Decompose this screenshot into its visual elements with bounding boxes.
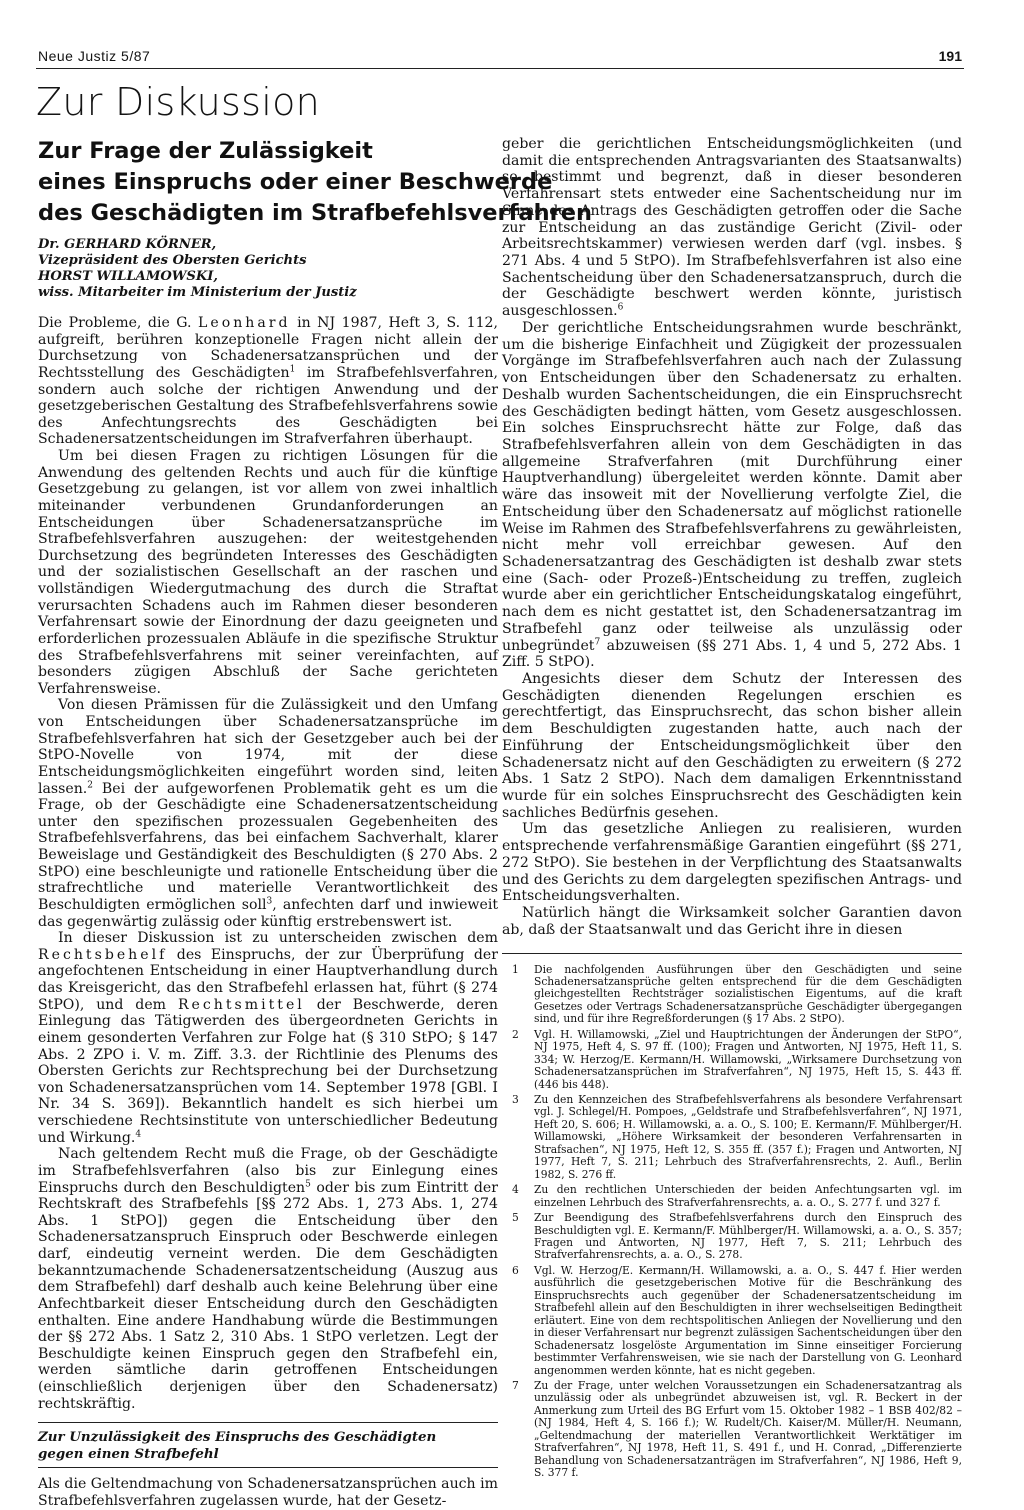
left-column	[38, 136, 592, 1510]
footnote	[502, 1184, 962, 1209]
author-role: Vizepräsident des Obersten Gerichts	[38, 253, 307, 268]
article-title-line: Zur Frage der Zulässigkeit	[38, 138, 373, 164]
footnote-number: 5	[512, 1211, 519, 1225]
footnote-number: 1	[512, 962, 519, 976]
footnote	[502, 1212, 962, 1262]
body-paragraph: Um das gesetzliche Anliegen zu realisieren, wurden entsprechende verfahrensmäßige Garantien eingeführt (§§ 271, 272 StPO). Sie bestehen in der Verpflichtung des Staatsanwalts und des Gerichts zu dem dargelegten spezifischen Antrags- und Entscheidungsverhalten.	[502, 821, 962, 905]
footnote	[502, 1094, 962, 1181]
body-paragraph: Die Probleme, die G. Leonhard in NJ 1987, Heft 3, S. 112, aufgreift, berühren konzeptionelle Fragen nicht allein der Durchsetzung von Schadenersatzansprüchen und der Rechtsstellung des Geschädigten$^1$ im Strafbefehlsverfahren, sondern auch solche der richtigen Anwendung und der gesetzgeberischen Gestaltung des Strafbefehlsverfahrens sowie des Anfechtungsrechts des Geschädigten bei Schadenersatzentscheidungen im Strafverfahren überhaupt.	[38, 315, 498, 448]
body-paragraph: geber die gerichtlichen Entscheidungsmöglichkeiten (und damit die entsprechenden Antragsvarianten des Staatsanwalts) so bestimmt und begrenzt, daß in dieser besonderen Verfahrensart stets entweder eine Sachentscheidung nur im Sinne des Antrags des Geschädigten getroffen oder die Sache zur Entscheidung an das zuständige Gericht (Zivil- oder Arbeitsrechtskammer) verwiesen werden darf (vgl. insbes. § 271 Abs. 4 und 5 StPO). Im Strafbefehlsverfahren ist also eine Sachentscheidung über den Schadenersatzanspruch, durch die der Geschädigte beschwert werden könnte, juristisch ausgeschlossen.$^6$	[502, 136, 962, 320]
article-title	[38, 136, 592, 229]
author-name: Dr. GERHARD KÖRNER,	[38, 237, 217, 252]
author-block	[38, 237, 498, 301]
footnote	[502, 1265, 962, 1377]
spaced-name: Leonhard	[198, 315, 291, 331]
footnote-number: 6	[512, 1263, 519, 1277]
article-title-line: des Geschädigten im Strafbefehlsverfahren	[38, 200, 592, 226]
section-title: Zur Diskussion	[36, 80, 321, 124]
footnote-text: Die nachfolgenden Ausführungen über den Geschädigten und seine Schadenersatzansprüche gelten entsprechend für die dem Geschädigten gleichgestellten Rechtsträger sozialistischen Eigentums, auf die kraft Gesetzes oder Vertrags Schadenersatzansprüche Geschädigter übergegangen sind, und für ihre Regreßforderungen (§ 17 Abs. 2 StPO).	[534, 962, 962, 1026]
footnote-text: Vgl. H. Willamowski, „Ziel und Hauptrichtungen der Änderungen der StPO“, NJ 1975, Heft 4, S. 97 ff. (100); Fragen und Antworten, NJ 1975, Heft 11, S. 334; W. Herzog/E. Kermann/H. Willamowski, „Wirksamere Durchsetzung von Schadenersatzansprüchen im Strafverfahren“, NJ 1975, Heft 15, S. 443 ff. (446 bis 448).	[534, 1027, 962, 1091]
article-title-line: eines Einspruchs oder einer Beschwerde	[38, 169, 553, 195]
footnote	[502, 964, 962, 1026]
subheading-line: gegen einen Strafbefehl	[38, 1446, 219, 1463]
footnote-rule	[502, 953, 962, 954]
author-role: wiss. Mitarbeiter im Ministerium der Justiz	[38, 285, 357, 300]
footnote-text: Vgl. W. Herzog/E. Kermann/H. Willamowski, a. a. O., S. 447 f. Hier werden ausführlich die gesetzgeberischen Motive für die Beschränkung des Einspruchsrechts auch gegenüber der Schadenersatzentscheidung im Strafbefehl allein auf den Beschuldigten in ihrer wechselseitigen Bedingtheit erläutert. Eine von dem rechtspolitischen Anliegen der Novellierung und den in dieser Verfahrensart nur begrenzt zulässigen Sachentscheidungen über den Schadenersatz losgelöste Argumentation im Sinne einseitiger Forcierung bestimmter Verfahrensweisen, wie sie nach der Darstellung von G. Leonhard angenommen werden könnte, hat es nicht gegeben.	[534, 1263, 962, 1377]
footnote-list	[502, 964, 962, 1480]
footnote-text: Zu den Kennzeichen des Strafbefehlsverfahrens als besondere Verfahrensart vgl. J. Schlegel/H. Pompoes, „Geldstrafe und Strafbefehlsverfahren“, NJ 1971, Heft 20, S. 606; H. Willamowski, a. a. O., S. 100; E. Kermann/F. Mühlberger/H. Willamowski, „Höhere Wirksamkeit der besonderen Verfahrensarten in Strafsachen“, NJ 1975, Heft 12, S. 355 ff. (357 f.); Fragen und Antworten, NJ 1977, Heft 7, S. 211; Lehrbuch des Strafverfahrensrechts, 2. Aufl., Berlin 1982, S. 276 ff.	[534, 1093, 962, 1181]
body-paragraph: Nach geltendem Recht muß die Frage, ob der Geschädigte im Strafbefehlsverfahren (also bis zur Einlegung eines Einspruchs durch den Beschuldigten$^5$ oder bis zum Eintritt der Rechtskraft des Strafbefehls [§§ 272 Abs. 1, 273 Abs. 1, 274 Abs. 1 StPO]) gegen die Entscheidung über den Schadenersatzanspruch Einspruch oder Beschwerde einlegen darf, eindeutig verneint werden. Die dem Geschädigten bekanntzumachende Schadenersatzentscheidung (Auszug aus dem Strafbefehl) darf deshalb auch keine Belehrung über eine Anfechtbarkeit dieser Entscheidung durch den Geschädigten enthalten. Eine andere Handhabung würde die Bestimmungen der §§ 272 Abs. 1 Satz 2, 310 Abs. 1 StPO verletzen. Legt der Beschuldigte keinen Einspruch gegen den Strafbefehl ein, werden sämtliche darin getroffenen Entscheidungen (einschließlich derjenigen über den Schadenersatz) rechtskräftig.	[38, 1146, 499, 1412]
running-header	[38, 48, 962, 70]
footnote-ref: 2	[87, 779, 94, 790]
spaced-term: Rechtsmittel	[177, 996, 305, 1013]
footnote-text: Zur Beendigung des Strafbefehlsverfahrens durch den Einspruch des Beschuldigten vgl. E. Kermann/F. Mühlberger/H. Willamowski, a. a. O., S. 357; Fragen und Antworten, NJ 1977, Heft 7, S. 211; Lehrbuch des Strafverfahrensrechts, a. a. O., S. 278.	[534, 1211, 962, 1262]
body-paragraph: Um bei diesen Fragen zu richtigen Lösungen für die Anwendung des geltenden Rechts und auch für die künftige Gesetzgebung zu gelangen, ist vor allem von zwei inhaltlich miteinander verbundenen Grundanforderungen an Entscheidungen über Schadenersatzansprüche im Strafbefehlsverfahren auszugehen: der weitestgehenden Durchsetzung des begründeten Interesses des Geschädigten und der sozialistischen Gesellschaft an der raschen und vollständigen Wiedergutmachung des durch die Straftat verursachten Schadens auch im Rahmen dieser besonderen Verfahrensart sowie der Einordnung der dazu geeigneten und erforderlichen prozessualen Abläufe in die spezifische Struktur des Strafbefehlsverfahrens mit seiner vereinfachten, auf besonders zügigen Abschluß der Sache gerichteten Verfahrensweise.	[38, 448, 498, 697]
footnote-number: 4	[512, 1183, 519, 1197]
footnote	[502, 1380, 962, 1480]
body-paragraph: Der gerichtliche Entscheidungsrahmen wurde beschränkt, um die bisherige Einfachheit und Zügigkeit der prozessualen Vorgänge im Strafbefehlsverfahren auch nach der Zulassung von Entscheidungen über den Schadenersatz zu erhalten. Deshalb wurden Sachentscheidungen, die ein Einspruchsrecht des Geschädigten bedingt hätten, vom Gesetz ausgeschlossen. Ein solches Einspruchsrecht hätte zur Folge, daß das Strafbefehlsverfahren allein von dem Geschädigten in das allgemeine Strafverfahren (mit Durchführung einer Hauptverhandlung) übergeleitet werden könnte. Damit aber wäre das insoweit mit der Novellierung verfolgte Ziel, die Entscheidung über den Schadenersatz auf möglichst rationelle Weise im Rahmen des Strafbefehlsverfahrens zu gewährleisten, nicht mehr voll erreichbar gewesen. Auf den Schadenersatzantrag des Geschädigten ist deshalb zwar stets eine (Sach- oder Prozeß-)Entscheidung zu treffen, zugleich wurde aber ein gerichtlicher Entscheidungskatalog eingeführt, nach dem es nicht gestattet ist, den Schadenersatzantrag im Strafbefehl ganz oder teilweise als unzulässig oder unbegründet$^7$ abzuweisen (§§ 271 Abs. 1, 4 und 5, 272 Abs. 1 Ziff. 5 StPO).	[502, 319, 962, 671]
author-name: HORST WILLAMOWSKI,	[38, 269, 218, 284]
footnote-ref: 5	[305, 1178, 311, 1189]
body-paragraph: In dieser Diskussion ist zu unterscheiden zwischen dem Rechtsbehelf des Einspruchs, der zur Überprüfung der angefochtenen Entscheidung in einer Hauptverhandlung durch das Kreisgericht, das den Strafbefehl erlassen hat, führt (§ 274 StPO), und dem Rechtsmittel der Beschwerde, deren Einlegung das Tätigwerden des übergeordneten Gerichts in einem gesonderten Verfahren zur Folge hat (§ 310 StPO; § 147 Abs. 2 ZPO i. V. m. Ziff. 3.3. der Richtlinie des Plenums des Obersten Gerichts zur Rechtsprechung bei der Durchsetzung von Schadenersatzansprüchen vom 14. September 1978 [GBl. I Nr. 34 S. 369]). Bekanntlich handelt es sich hierbei um verschiedene Rechtsinstitute von unterschiedlicher Bedeutung und Wirkung.$^4$	[38, 930, 499, 1146]
footnote-text: Zu den rechtlichen Unterschieden der beiden Anfechtungsarten vgl. im einzelnen Lehrbuch des Strafverfahrensrechts, a. a. O., S. 277 f. und 327 f.	[534, 1183, 962, 1209]
subheading	[38, 1422, 498, 1468]
footnote-ref: 3	[266, 896, 273, 907]
subheading-line: Zur Unzulässigkeit des Einspruchs des Geschädigten	[38, 1429, 437, 1446]
footnote-text: Zu der Frage, unter welchen Voraussetzungen ein Schadenersatzantrag als unzulässig oder als unbegründet abzuweisen ist, vgl. R. Beckert in der Anmerkung zum Urteil des BG Erfurt vom 15. Oktober 1982 – 1 BSB 402/82 – (NJ 1984, Heft 4, S. 166 f.); W. Rudelt/Ch. Kaiser/M. Müller/H. Neumann, „Geltendmachung der materiellen Verantwortlichkeit Werktätiger im Strafverfahren“, NJ 1978, Heft 11, S. 491 f., und H. Conrad, „Differenzierte Behandlung von Schadenersatzanträgen im Strafverfahren“, NJ 1986, Heft 9, S. 377 f.	[534, 1379, 962, 1480]
body-paragraph: Von diesen Prämissen für die Zulässigkeit und den Umfang von Entscheidungen über Schadenersatzansprüche im Strafbefehlsverfahren hat sich der Gesetzgeber auch bei der StPO-Novelle von 1974, mit der diese Entscheidungsmöglichkeiten eingeführt worden sind, leiten lassen.$^2$ Bei der aufgeworfenen Problematik geht es um die Frage, ob der Geschädigte eine Schadenersatzentscheidung unter den spezifischen prozessualen Gegebenheiten des Strafbefehlsverfahrens, das bei einfachem Sachverhalt, klarer Beweislage und Geständigkeit des Beschuldigten (§ 270 Abs. 2 StPO) eine beschleunigte und rationelle Entscheidung über die strafrechtliche und materielle Verantwortlichkeit des Beschuldigten ermöglichen soll$^3$, anfechten darf und inwieweit das gegenwärtig zulässig oder künftig erstrebenswert ist.	[38, 697, 498, 930]
footnote-number: 3	[512, 1093, 519, 1107]
body-paragraph: Angesichts dieser dem Schutz der Interessen des Geschädigten dienenden Regelungen erschien es gerechtfertigt, das Einspruchsrecht, das schon bisher allein dem Beschuldigten zugestanden hatte, auch nach der Einführung der Entscheidungsmöglichkeit über den Schadenersatz nicht auf den Geschädigten zu erweitern (§ 272 Abs. 1 Satz 2 StPO). Nach dem damaligen Erkenntnisstand wurde für ein solches Einspruchsrecht des Geschädigten kein sachliches Bedürfnis gesehen.	[502, 671, 962, 821]
footnote-number: 2	[512, 1027, 519, 1041]
footnote-ref: 7	[594, 636, 601, 647]
journal-issue: Neue Justiz 5/87	[38, 48, 151, 64]
footnote	[502, 1029, 962, 1091]
spaced-term: Rechtsbehelf	[38, 946, 168, 963]
body-paragraph: Als die Geltendmachung von Schadenersatzansprüchen auch im Strafbefehlsverfahren zugelassen wurde, hat der Gesetz-	[38, 1476, 498, 1509]
footnote-ref: 6	[617, 302, 624, 313]
right-column	[502, 136, 962, 1483]
footnote-ref: 1	[289, 364, 296, 375]
page-number: 191	[938, 48, 962, 64]
footnote-ref: 4	[135, 1128, 142, 1139]
header-rule	[36, 68, 964, 69]
footnote-number: 7	[512, 1379, 519, 1392]
body-paragraph: Natürlich hängt die Wirksamkeit solcher Garantien davon ab, daß der Staatsanwalt und das Gericht ihre in diesen	[502, 905, 962, 938]
